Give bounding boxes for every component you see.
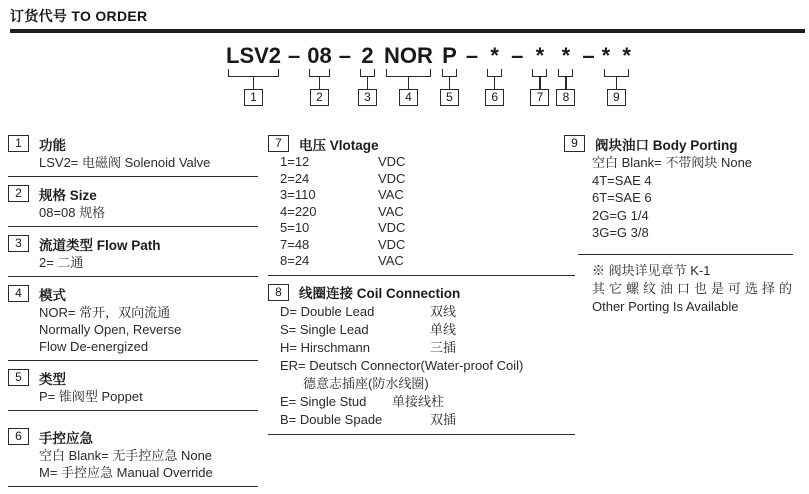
section-number-box: 8 xyxy=(268,284,289,301)
voltage-row xyxy=(280,220,575,237)
code-segment-type xyxy=(440,44,459,106)
section-type xyxy=(8,368,258,411)
coil-row xyxy=(280,303,575,321)
section-flow-path xyxy=(8,234,258,277)
column-middle xyxy=(268,134,575,442)
voltage-unit: VAC xyxy=(378,187,404,202)
section-number-box: 7 xyxy=(268,135,289,152)
code-dash: – xyxy=(465,43,479,68)
section-title: 类型 xyxy=(39,371,66,387)
note-line: Other Porting Is Available xyxy=(592,298,739,314)
section-number-box: 1 xyxy=(8,135,29,152)
code-dash: – xyxy=(338,43,352,68)
code-segment-body-porting xyxy=(602,44,631,106)
bracket-stem xyxy=(449,77,451,89)
section-title: 模式 xyxy=(39,287,66,303)
code-number-box: 6 xyxy=(485,89,504,106)
voltage-unit: VAC xyxy=(378,203,404,219)
bracket xyxy=(487,69,502,77)
note-line: 其它螺纹油口也是可选择的 xyxy=(592,280,797,296)
option-line: 3G=G 3/8 xyxy=(592,225,649,240)
bracket-stem xyxy=(408,77,410,89)
option-line: NOR= 常开，双向流通 xyxy=(39,305,171,320)
code-segment-voltage xyxy=(530,44,549,106)
bracket-stem xyxy=(616,77,618,89)
voltage-code: 5=10 xyxy=(280,220,310,235)
code-segment-mode xyxy=(384,44,433,106)
option-line: M= 手控应急 Manual Override xyxy=(39,465,213,480)
coil-code: E= Single Stud xyxy=(280,393,367,409)
voltage-row xyxy=(280,154,575,171)
coil-cn: 单接线柱 xyxy=(392,393,445,409)
voltage-code: 4=220 xyxy=(280,203,317,219)
column-right xyxy=(564,134,802,316)
code-segment-manual-override xyxy=(485,44,504,106)
code-number-box: 3 xyxy=(358,89,377,106)
coil-code: B= Double Spade xyxy=(280,411,383,427)
option-line: 08=08 规格 xyxy=(39,205,106,220)
section-mode xyxy=(8,284,258,361)
section-title: 阀块油口 Body Porting xyxy=(595,137,738,153)
coil-code: S= Single Lead xyxy=(280,321,369,337)
section-size xyxy=(8,184,258,227)
option-line: 空白 Blank= 无手控应急 None xyxy=(39,448,213,463)
code-number-box: 2 xyxy=(310,89,329,106)
bracket xyxy=(532,69,547,77)
voltage-code: 8=24 xyxy=(280,253,310,268)
option-line: P= 锥阀型 Poppet xyxy=(39,389,143,404)
code-text: 08 xyxy=(307,43,332,68)
voltage-unit: VAC xyxy=(378,253,404,268)
code-dash: – xyxy=(511,43,524,68)
voltage-row xyxy=(280,204,575,221)
coil-row xyxy=(280,393,575,411)
option-line: 空白 Blank= 不带阀块 None xyxy=(592,155,753,170)
section-number-box: 4 xyxy=(8,285,29,302)
code-dash: – xyxy=(582,43,595,68)
voltage-code: 7=48 xyxy=(280,236,310,252)
column-left xyxy=(8,134,258,494)
bracket-stem xyxy=(253,77,255,89)
voltage-row xyxy=(280,237,575,254)
coil-code: H= Hirschmann xyxy=(280,339,370,355)
bracket-stem xyxy=(565,77,567,89)
bracket xyxy=(360,69,375,77)
code-number-box: 8 xyxy=(556,89,575,106)
code-number-box: 9 xyxy=(607,89,626,106)
option-line: Normally Open, Reverse xyxy=(39,322,182,337)
code-segment-flow-path xyxy=(358,44,377,106)
section-number-box: 9 xyxy=(564,135,585,152)
section-divider xyxy=(578,254,793,255)
coil-row xyxy=(280,375,575,393)
code-text: * xyxy=(561,43,571,68)
section-title: 功能 xyxy=(39,137,66,153)
coil-cn: 三插 xyxy=(430,339,457,355)
code-text: * xyxy=(535,43,545,68)
coil-cn: 双线 xyxy=(430,303,457,319)
option-line: LSV2= 电磁阀 Solenoid Valve xyxy=(39,155,211,170)
bracket-stem xyxy=(319,77,321,89)
coil-row xyxy=(280,357,575,375)
voltage-code: 3=110 xyxy=(280,187,316,202)
bracket xyxy=(386,69,431,77)
code-text: 2 xyxy=(361,43,374,68)
voltage-row xyxy=(280,253,575,270)
bracket-stem xyxy=(367,77,369,89)
title-divider xyxy=(10,29,805,33)
section-number-box: 3 xyxy=(8,235,29,252)
bracket-stem xyxy=(494,77,496,89)
bracket xyxy=(309,69,329,77)
bracket xyxy=(604,69,629,77)
coil-cn: 单线 xyxy=(430,321,457,337)
code-text: P xyxy=(442,43,457,68)
page-title: 订货代号 TO ORDER xyxy=(10,8,148,24)
option-line: Flow De-energized xyxy=(39,339,149,354)
coil-row xyxy=(280,339,575,357)
section-voltage xyxy=(268,134,575,276)
coil-code: D= Double Lead xyxy=(280,303,375,319)
code-segment-coil-connection xyxy=(556,44,575,106)
section-title: 线圈连接 Coil Connection xyxy=(299,286,461,301)
bracket xyxy=(442,69,457,77)
voltage-row xyxy=(280,187,575,204)
coil-cn: 双插 xyxy=(430,411,457,427)
section-title: 流道类型 Flow Path xyxy=(39,237,161,253)
order-code-diagram xyxy=(226,44,631,106)
code-number-box: 5 xyxy=(440,89,459,106)
section-coil-connection xyxy=(268,283,575,435)
code-number-box: 7 xyxy=(530,89,549,106)
code-segment-model xyxy=(226,44,281,106)
section-body-porting xyxy=(564,134,802,247)
coil-code: ER= Deutsch Connector(Water-proof Coil) xyxy=(280,357,524,373)
code-dash: – xyxy=(288,43,301,68)
code-number-box: 1 xyxy=(244,89,263,106)
bracket xyxy=(228,69,279,77)
bracket xyxy=(558,69,573,77)
coil-row xyxy=(280,321,575,339)
coil-row xyxy=(280,411,575,429)
code-text: LSV2 xyxy=(226,43,282,68)
voltage-unit: VDC xyxy=(378,220,406,235)
code-text: NOR xyxy=(384,43,433,68)
voltage-row xyxy=(280,171,575,188)
code-number-box: 4 xyxy=(399,89,418,106)
section-title: 手控应急 xyxy=(39,430,93,446)
bracket-stem xyxy=(539,77,541,89)
voltage-code: 1=12 xyxy=(280,154,310,169)
voltage-unit: VDC xyxy=(378,236,406,252)
voltage-unit: VDC xyxy=(378,154,406,169)
voltage-unit: VDC xyxy=(378,170,406,186)
code-segment-size xyxy=(307,44,331,106)
coil-cn: 德意志插座(防水线圈) xyxy=(303,375,429,391)
code-text: * xyxy=(490,43,499,68)
section-title: 规格 Size xyxy=(39,187,97,203)
section-number-box: 2 xyxy=(8,185,29,202)
code-text: * * xyxy=(601,43,631,68)
option-line: 4T=SAE 4 xyxy=(592,172,652,188)
section-manual-override xyxy=(8,427,258,487)
voltage-code: 2=24 xyxy=(280,170,310,186)
section-number-box: 5 xyxy=(8,369,29,386)
section-function xyxy=(8,134,258,177)
option-line: 2= 二通 xyxy=(39,255,84,270)
porting-notes xyxy=(564,262,802,316)
note-line: ※ 阀块详见章节 K-1 xyxy=(592,262,711,278)
option-line: 2G=G 1/4 xyxy=(592,207,649,223)
section-title: 电压 Vlotage xyxy=(299,137,379,153)
option-line: 6T=SAE 6 xyxy=(592,190,652,205)
section-number-box: 6 xyxy=(8,428,29,445)
